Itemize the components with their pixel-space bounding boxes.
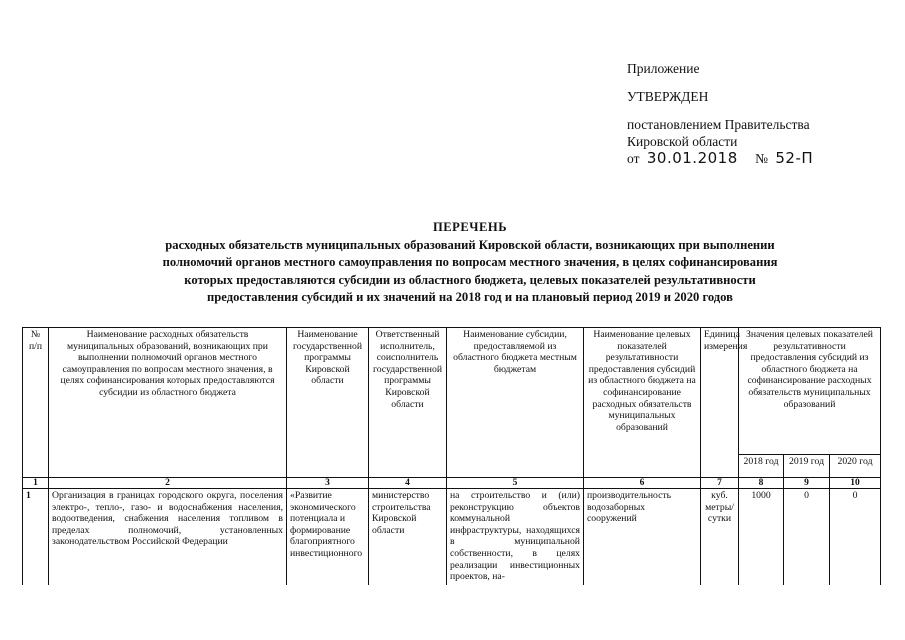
cell-executor: министерство строительства Кировской области bbox=[369, 489, 447, 590]
title-heading: ПЕРЕЧЕНЬ bbox=[432, 220, 508, 234]
column-number: 5 bbox=[447, 478, 584, 489]
approved-by-line1: постановлением Правительства bbox=[627, 117, 810, 132]
cell-unit: куб. метры/ сутки bbox=[701, 489, 739, 590]
cell-subsidy: на строительство и (или) реконструкцию объектов коммунальной инфраструктуры, находящихся в муниципальной собственности, в целях реализации инвестиционных проектов, на- bbox=[447, 489, 584, 590]
table-header-row bbox=[23, 328, 881, 455]
header-indicator: Наименование целевых показателей результативности предоставления субсидий из областного бюджета на софинансирование расходных обязательств муниципальных образований bbox=[584, 328, 701, 478]
approved-label: УТВЕРЖДЕН bbox=[627, 89, 709, 104]
handwritten-number: 52-П bbox=[775, 149, 814, 167]
approval-date-line bbox=[627, 150, 897, 167]
number-prefix: № bbox=[755, 151, 769, 166]
header-unit: Единица измерения bbox=[701, 328, 739, 478]
title-line-1: расходных обязательств муниципальных образований Кировской области, возникающих при выполнении bbox=[165, 237, 775, 252]
header-obligation: Наименование расходных обязательств муниципальных образований, возникающих при выполнении полномочий органов местного самоуправления по вопросам местного значения, в целях софинансирования которых предоставляются субсидии из областного бюджета bbox=[49, 328, 287, 478]
header-program: Наименование государственной программы Кировской области bbox=[287, 328, 369, 478]
column-number: 10 bbox=[830, 478, 881, 489]
header-year-2020: 2020 год bbox=[830, 455, 881, 478]
cell-indicator: производительность водозаборных сооружений bbox=[584, 489, 701, 590]
page-bottom-cutoff bbox=[0, 585, 905, 640]
appendix-label: Приложение bbox=[627, 61, 700, 76]
document-title bbox=[40, 219, 900, 307]
obligations-table bbox=[22, 327, 881, 590]
header-year-2018: 2018 год bbox=[739, 455, 784, 478]
cell-value-2020: 0 bbox=[830, 489, 881, 590]
table-row bbox=[23, 489, 881, 590]
header-values: Значения целевых показателей результативности предоставления субсидий из областного бюджета на софинансирование расходных обязательств муниципальных образований bbox=[739, 328, 881, 455]
cell-num: 1 bbox=[23, 489, 49, 590]
column-number: 7 bbox=[701, 478, 739, 489]
approval-block bbox=[627, 60, 897, 167]
column-numbers-row bbox=[23, 478, 881, 489]
header-year-2019: 2019 год bbox=[784, 455, 830, 478]
column-number: 3 bbox=[287, 478, 369, 489]
header-subsidy: Наименование субсидии, предоставляемой из областного бюджета местным бюджетам bbox=[447, 328, 584, 478]
column-number: 6 bbox=[584, 478, 701, 489]
title-line-2: полномочий органов местного самоуправления по вопросам местного значения, в целях софинансирования bbox=[162, 255, 778, 269]
cell-value-2018: 1000 bbox=[739, 489, 784, 590]
title-line-3: которых предоставляются субсидии из областного бюджета, целевых показателей результативности bbox=[184, 272, 756, 287]
cell-program: «Развитие экономического потенциала и формирование благоприятного инвестиционного bbox=[287, 489, 369, 590]
header-num: № п/п bbox=[23, 328, 49, 478]
date-prefix: от bbox=[627, 151, 640, 166]
column-number: 1 bbox=[23, 478, 49, 489]
handwritten-date: 30.01.2018 bbox=[646, 149, 738, 167]
column-number: 4 bbox=[369, 478, 447, 489]
column-number: 2 bbox=[49, 478, 287, 489]
cell-obligation: Организация в границах городского округа, поселения электро-, тепло-, газо- и водоснабжения населения, водоотведения, снабжения населения топливом в пределах полномочий, установленных законодательством Российской Федерации bbox=[49, 489, 287, 590]
title-line-4: предоставления субсидий и их значений на 2018 год и на плановый период 2019 и 2020 годов bbox=[207, 290, 733, 304]
column-number: 9 bbox=[784, 478, 830, 489]
header-executor: Ответственный исполнитель, соисполнитель государственной программы Кировской области bbox=[369, 328, 447, 478]
cell-value-2019: 0 bbox=[784, 489, 830, 590]
approved-by-line2: Кировской области bbox=[627, 134, 738, 149]
column-number: 8 bbox=[739, 478, 784, 489]
